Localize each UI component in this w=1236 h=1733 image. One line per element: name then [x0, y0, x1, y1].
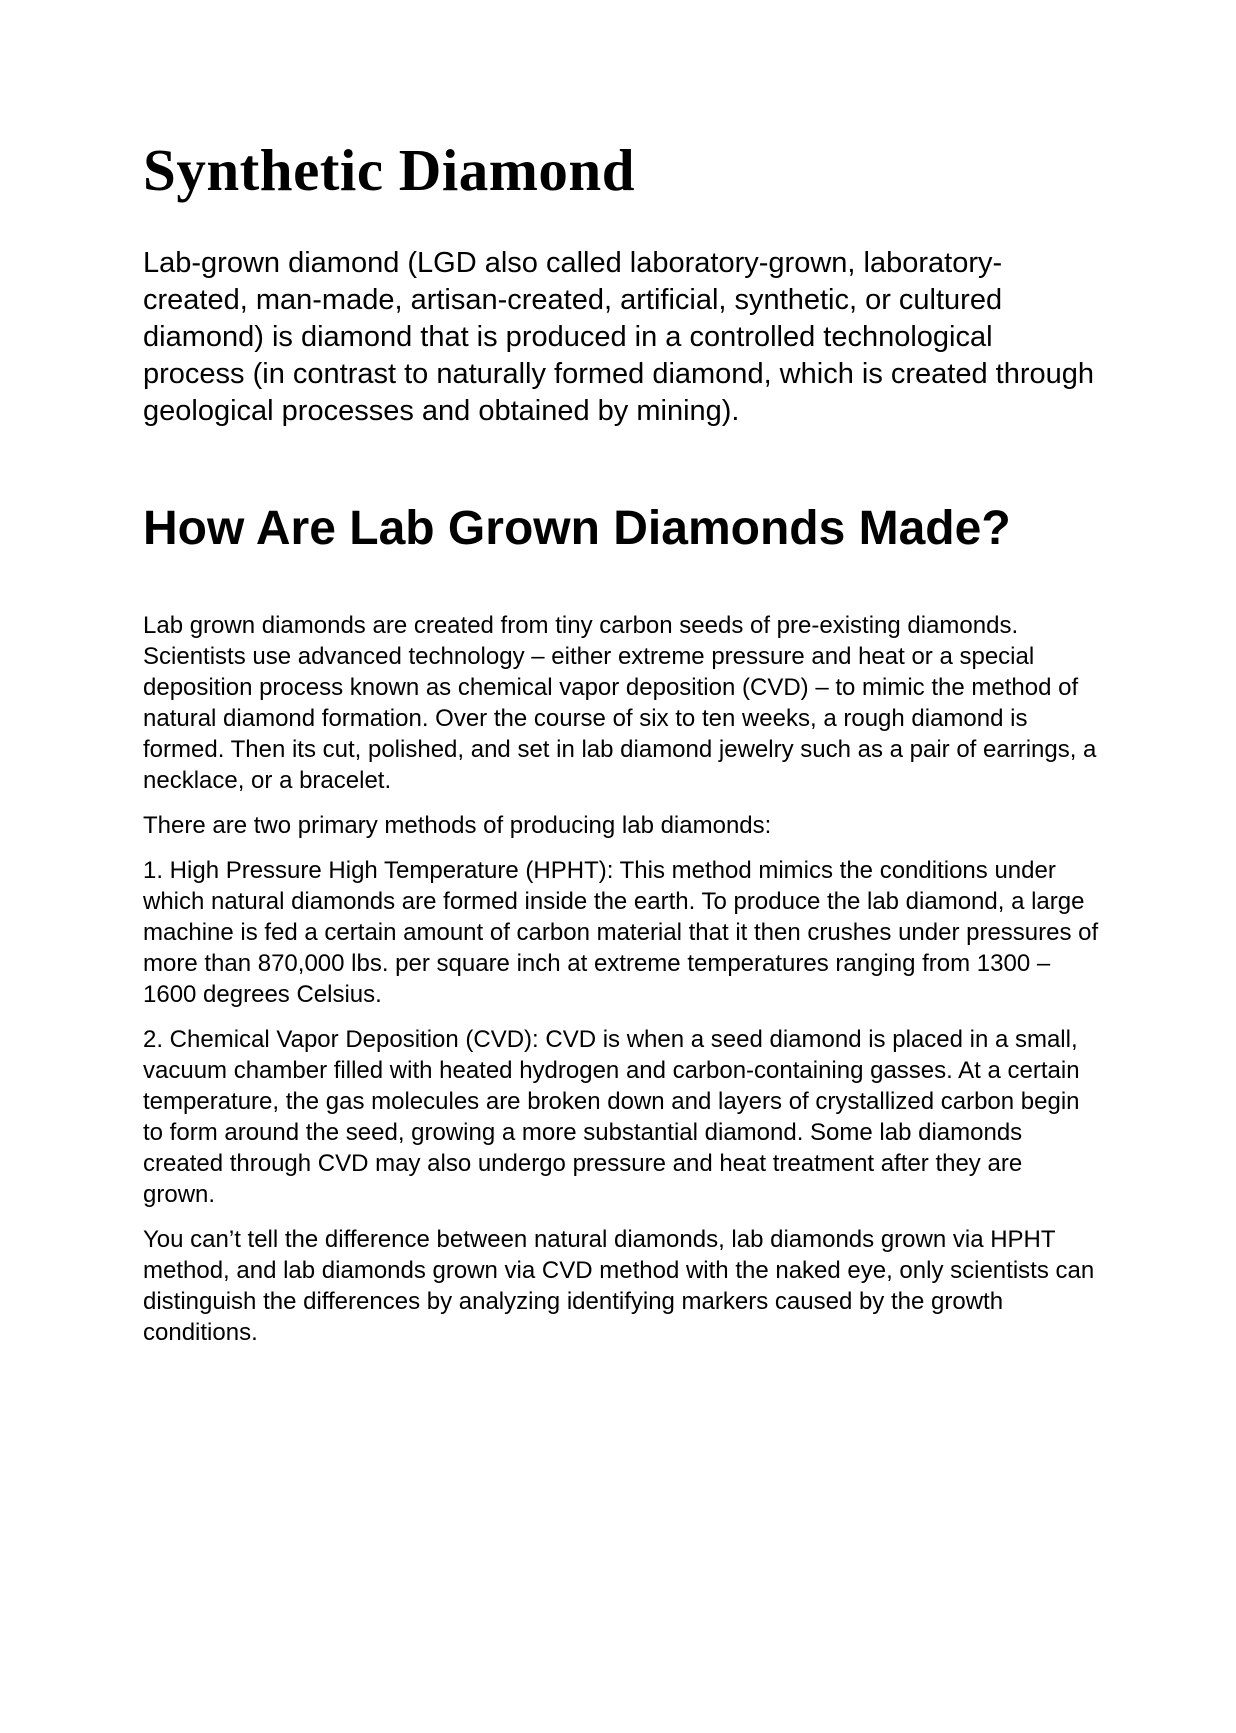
document-page [0, 133, 1236, 1733]
body-paragraph-hpht: 1. High Pressure High Temperature (HPHT): This method mimics the conditions under which natural diamonds are formed inside the earth. To produce the lab diamond, a large machine is fed a certain amount of carbon material that it then crushes under pressures of more than 870,000 lbs. per square inch at extreme temperatures ranging from 1300 – 1600 degrees Celsius. [143, 857, 1099, 1008]
body-paragraph-two-methods-lead: There are two primary methods of producing lab diamonds: [143, 812, 772, 839]
document-title: Synthetic Diamond [143, 137, 636, 203]
body-paragraph-comparison: You can’t tell the difference between natural diamonds, lab diamonds grown via HPHT method, and lab diamonds grown via CVD method with the naked eye, only scientists can distinguish the differences by analyzing identifying markers caused by the growth conditions. [143, 1226, 1095, 1346]
body-paragraph-methods-overview: Lab grown diamonds are created from tiny carbon seeds of pre-existing diamonds. Scientists use advanced technology – either extreme pressure and heat or a special deposition process known as chemical vapor deposition (CVD) – to mimic the method of natural diamond formation. Over the course of six to ten weeks, a rough diamond is formed. Then its cut, polished, and set in lab diamond jewelry such as a pair of earrings, a necklace, or a bracelet. [143, 612, 1097, 794]
section-heading: How Are Lab Grown Diamonds Made? [143, 502, 1011, 555]
intro-paragraph: Lab-grown diamond (LGD also called laboratory-grown, laboratory-created, man-made, artisan-created, artificial, synthetic, or cultured diamond) is diamond that is produced in a controlled technological process (in contrast to naturally formed diamond, which is created through geological processes and obtained by mining). [143, 247, 1095, 427]
body-paragraph-cvd: 2. Chemical Vapor Deposition (CVD): CVD is when a seed diamond is placed in a small, vacuum chamber filled with heated hydrogen and carbon-containing gasses. At a certain temperature, the gas molecules are broken down and layers of crystallized carbon begin to form around the seed, growing a more substantial diamond. Some lab diamonds created through CVD may also undergo pressure and heat treatment after they are grown. [143, 1026, 1080, 1208]
